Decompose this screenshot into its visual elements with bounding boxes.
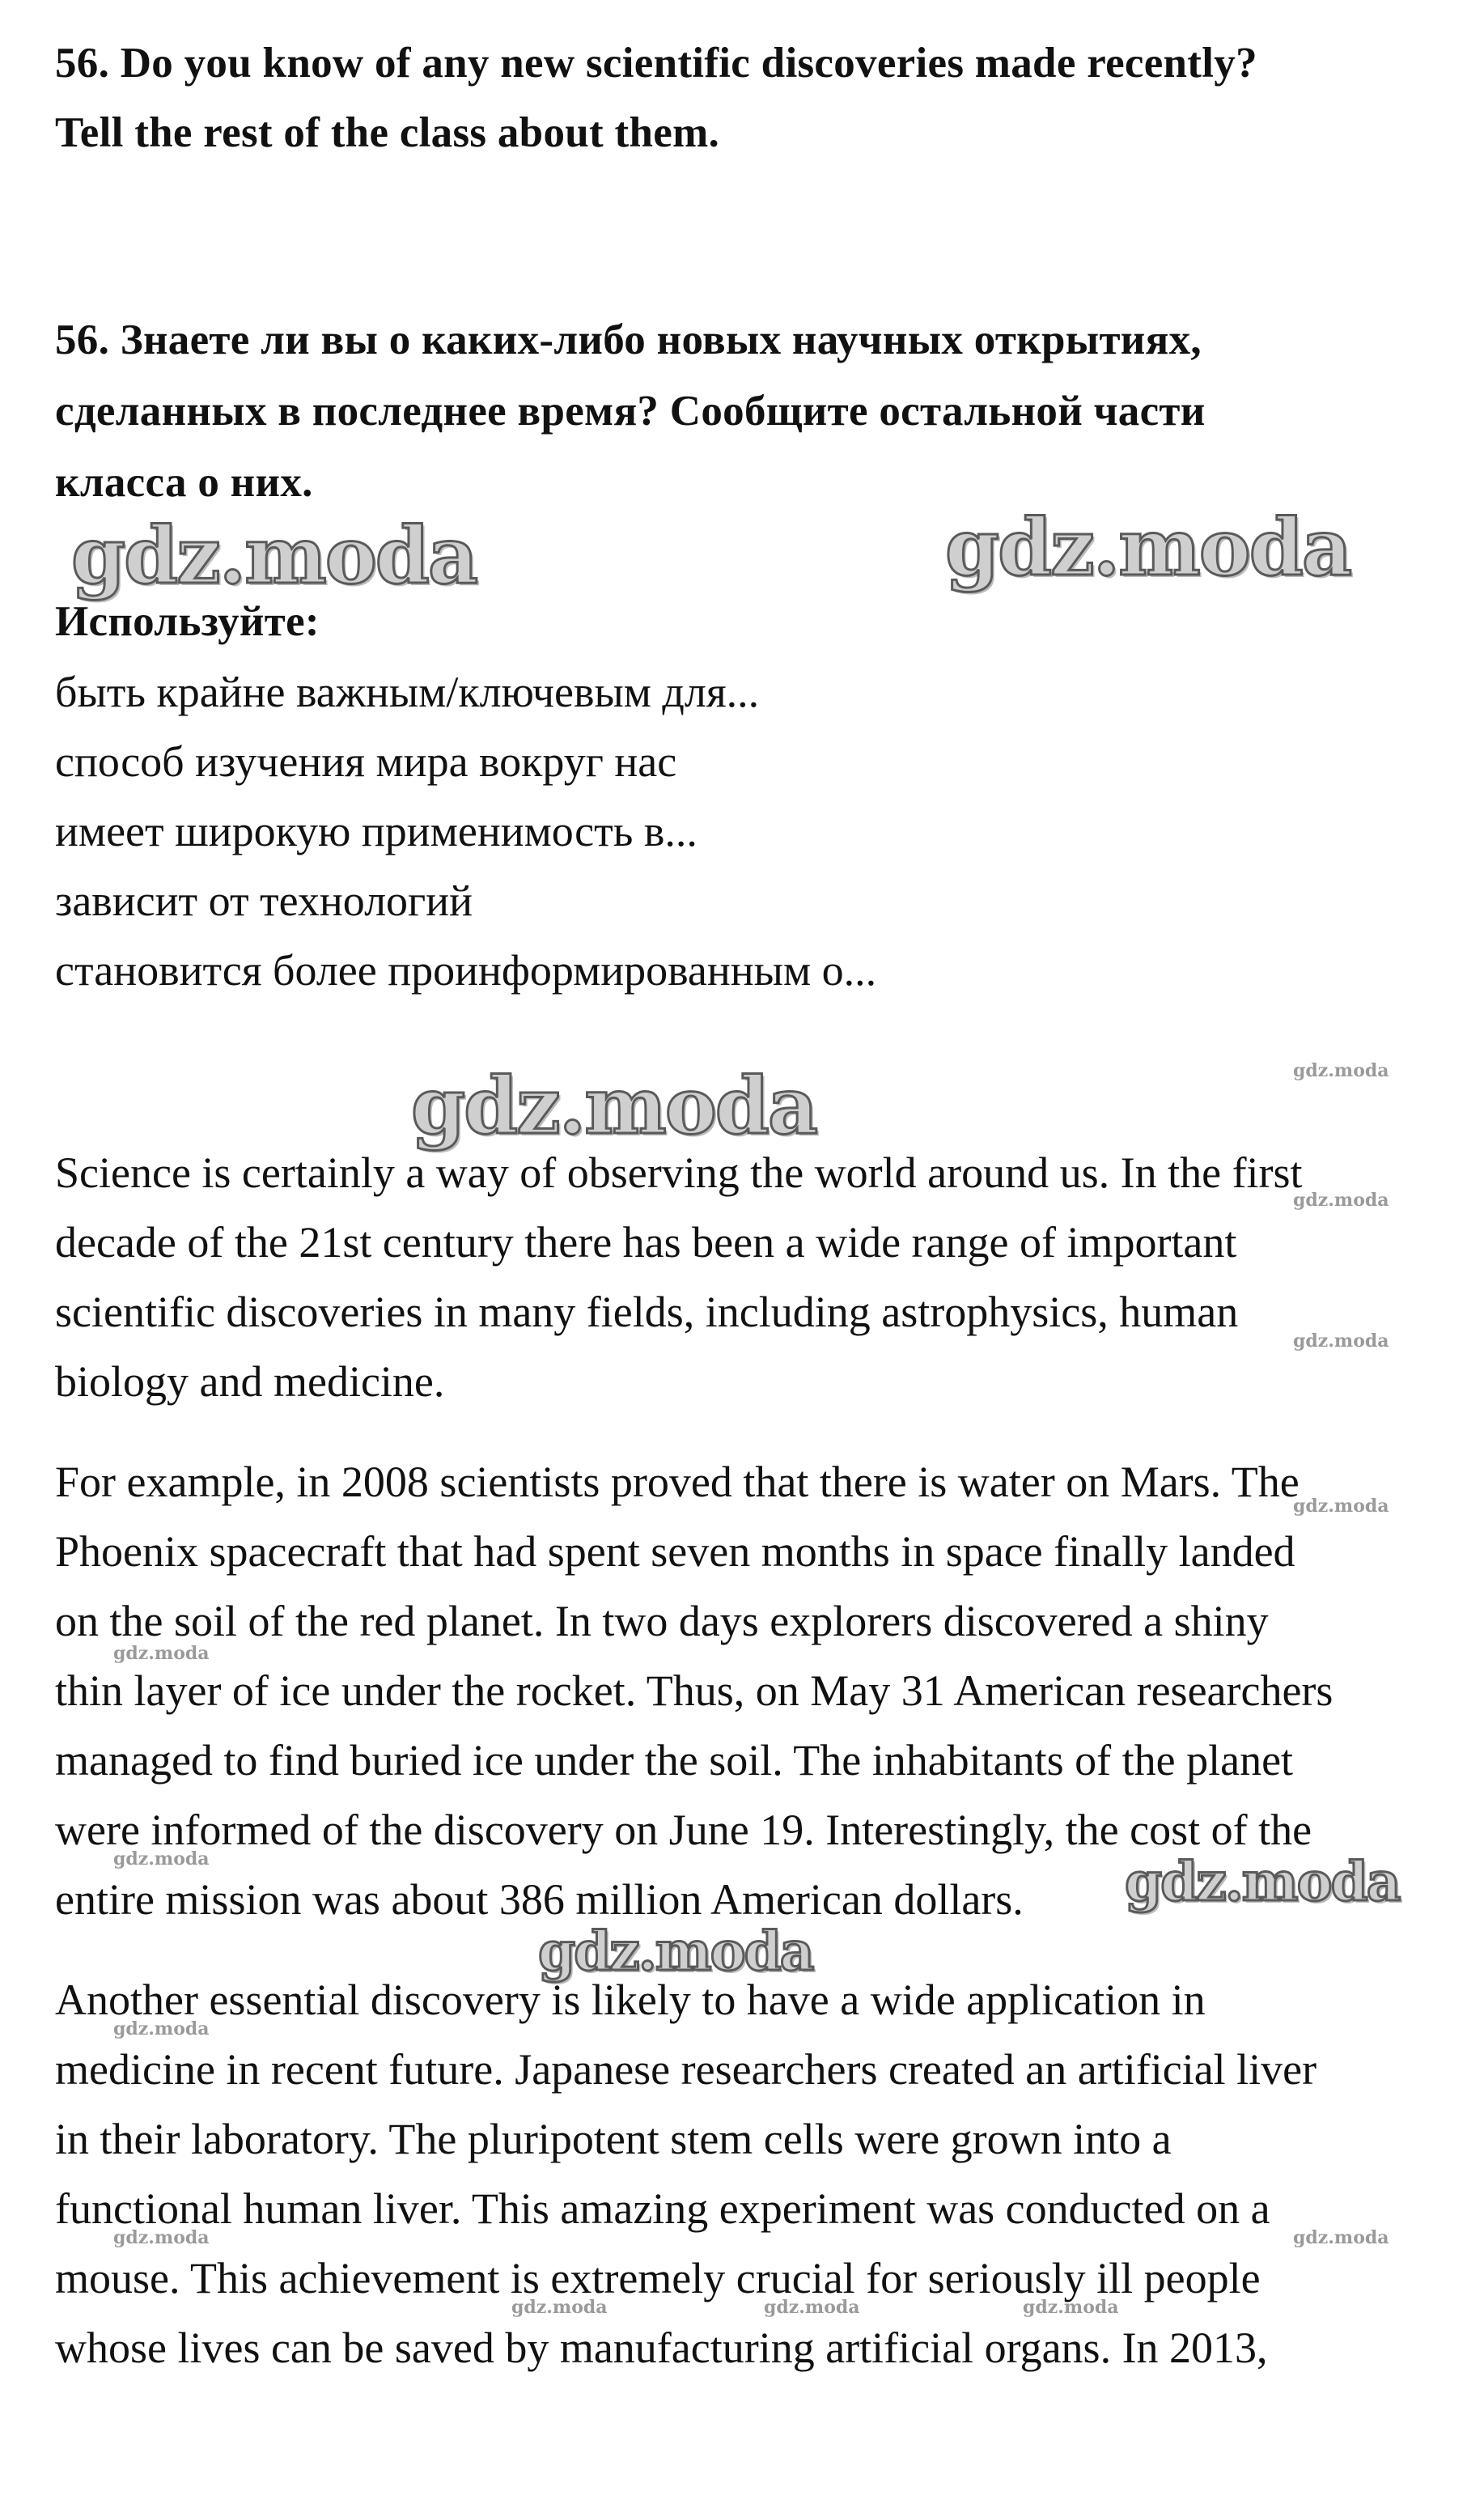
paragraph-3-line: functional human liver. This amazing experiment was conducted on a bbox=[55, 2184, 1270, 2233]
paragraph-1-line: Science is certainly a way of observing the world around us. In the first bbox=[55, 1148, 1303, 1197]
watermark-small: gdz.moda bbox=[1293, 1496, 1389, 1517]
paragraph-2-line: Phoenix spacecraft that had spent seven months in space finally landed bbox=[55, 1527, 1295, 1576]
phrase-item: способ изучения мира вокруг нас bbox=[55, 737, 677, 786]
paragraph-3-line: medicine in recent future. Japanese researchers created an artificial liver bbox=[55, 2045, 1317, 2094]
watermark-small: gdz.moda bbox=[1293, 1190, 1389, 1211]
phrase-item: имеет широкую применимость в... bbox=[55, 807, 697, 855]
use-heading: Используйте: bbox=[55, 598, 320, 645]
watermark-small: gdz.moda bbox=[1293, 2227, 1389, 2248]
task-ru-line-1: 56. Знаете ли вы о каких-либо новых научных открытиях, bbox=[55, 316, 1202, 363]
watermark-large: gdz.moda bbox=[945, 502, 1351, 593]
task-ru-line-2: сделанных в последнее время? Сообщите остальной части bbox=[55, 388, 1206, 435]
watermark-large: gdz.moda bbox=[538, 1920, 813, 1983]
paragraph-2-line: thin layer of ice under the rocket. Thus, on May 31 American researchers bbox=[55, 1666, 1333, 1715]
paragraph-2-line: on the soil of the red planet. In two days explorers discovered a shiny bbox=[55, 1597, 1269, 1645]
task-en-line-1: 56. Do you know of any new scientific discoveries made recently? bbox=[55, 40, 1257, 87]
watermark-small: gdz.moda bbox=[511, 2297, 608, 2318]
paragraph-1-line: decade of the 21st century there has been a wide range of important bbox=[55, 1218, 1237, 1267]
watermark-small: gdz.moda bbox=[1293, 1331, 1389, 1352]
watermark-large: gdz.moda bbox=[411, 1060, 817, 1152]
paragraph-2-line: entire mission was about 386 million American dollars. bbox=[55, 1875, 1024, 1924]
watermark-small: gdz.moda bbox=[113, 2227, 210, 2248]
watermark-small: gdz.moda bbox=[113, 1643, 210, 1664]
paragraph-3-line: in their laboratory. The pluripotent stem cells were grown into a bbox=[55, 2115, 1172, 2163]
watermark-small: gdz.moda bbox=[1293, 1060, 1389, 1081]
paragraph-3-line: whose lives can be saved by manufacturing artificial organs. In 2013, bbox=[55, 2324, 1268, 2372]
phrase-item: становится более проинформированным о... bbox=[55, 946, 877, 995]
watermark-small: gdz.moda bbox=[764, 2297, 860, 2318]
task-en-line-2: Tell the rest of the class about them. bbox=[55, 109, 720, 156]
task-ru-line-3: класса о них. bbox=[55, 459, 313, 506]
paragraph-3-line: Another essential discovery is likely to have a wide application in bbox=[55, 1976, 1206, 2024]
watermark-small: gdz.moda bbox=[1023, 2297, 1119, 2318]
phrase-item: быть крайне важным/ключевым для... bbox=[55, 668, 760, 716]
phrase-item: зависит от технологий bbox=[55, 876, 473, 925]
paragraph-2-line: were informed of the discovery on June 19. Interestingly, the cost of the bbox=[55, 1806, 1312, 1854]
paragraph-1-line: scientific discoveries in many fields, including astrophysics, human bbox=[55, 1288, 1239, 1336]
paragraph-1-line: biology and medicine. bbox=[55, 1357, 445, 1406]
watermark-large: gdz.moda bbox=[71, 510, 477, 601]
watermark-large: gdz.moda bbox=[1125, 1850, 1400, 1913]
watermark-small: gdz.moda bbox=[113, 2018, 210, 2039]
watermark-small: gdz.moda bbox=[113, 1848, 210, 1870]
paragraph-3-line: mouse. This achievement is extremely crucial for seriously ill people bbox=[55, 2254, 1261, 2302]
paragraph-2-line: managed to find buried ice under the soil. The inhabitants of the planet bbox=[55, 1736, 1294, 1785]
paragraph-2-line: For example, in 2008 scientists proved that there is water on Mars. The bbox=[55, 1458, 1300, 1506]
